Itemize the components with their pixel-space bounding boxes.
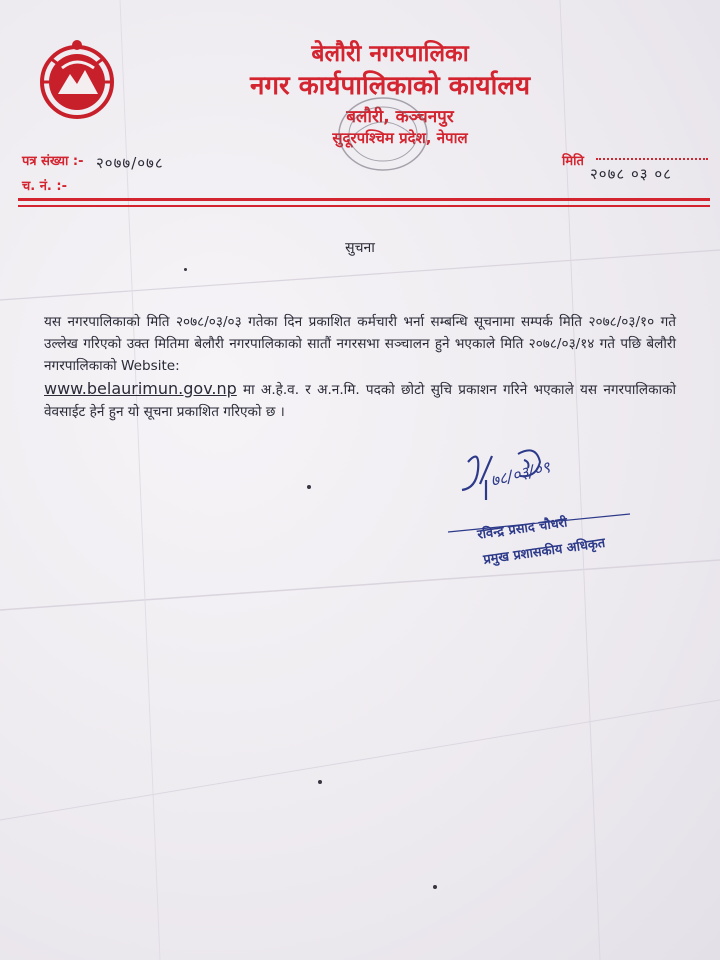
office-stamp [325,90,445,185]
date-value: २०७८ ०३ ०८ [590,165,672,183]
dispatch-number-label: च. नं. :- [22,179,67,194]
municipality-name: बेलौरी नगरपालिका [311,41,469,67]
signature-date: ७८/०३/०९ [488,457,552,491]
notice-body-text-2: मा अ.हे.व. र अ.न.मि. पदको छोटो सुचि प्रकाशन गरिने भएकाले यस नगरपालिकाको वेवसाईट हेर्न हुन यो सूचना प्रकाशित गरिएको छ । [44,381,676,420]
date-dotted-line [596,158,708,160]
paper-speck [307,485,311,489]
signatory-name: रविन्द्र प्रसाद चौधरी [476,515,569,543]
office-name: नगर कार्यपालिकाको कार्यालय [249,71,531,101]
website-link[interactable]: www.belaurimun.gov.np [44,378,237,398]
notice-body [44,311,676,423]
office-address: बलौरी, कञ्चनपुर [346,107,454,127]
paper-speck [318,780,322,784]
notice-title: सुचना [345,240,375,256]
province-country: सुदूरपश्चिम प्रदेश, नेपाल [332,129,468,147]
header-rule-bottom [18,205,710,207]
paper-speck [433,885,437,889]
letter-number-label: पत्र संख्या :- [22,154,84,169]
header-rule-top [18,198,710,201]
paper-speck [184,268,187,271]
letter-number-value: २०७७/०७८ [96,154,164,172]
signatory-designation: प्रमुख प्रशासकीय अधिकृत [482,535,607,568]
date-label: मिति [562,154,584,169]
notice-body-text-1: यस नगरपालिकाको मिति २०७८/०३/०३ गतेका दिन प्रकाशित कर्मचारी भर्ना सम्बन्धि सूचनामा सम्पर्क मिति २०७८/०३/१० गते उल्लेख गरिएको उक्त मितिमा बेलौरी नगरपालिकाको सातौं नगरसभा सञ्चालन हुने भएकाले मिति २०७८/०३/१४ गते पछि बेलौरी नगरपालिकाको Website: [44,314,676,375]
